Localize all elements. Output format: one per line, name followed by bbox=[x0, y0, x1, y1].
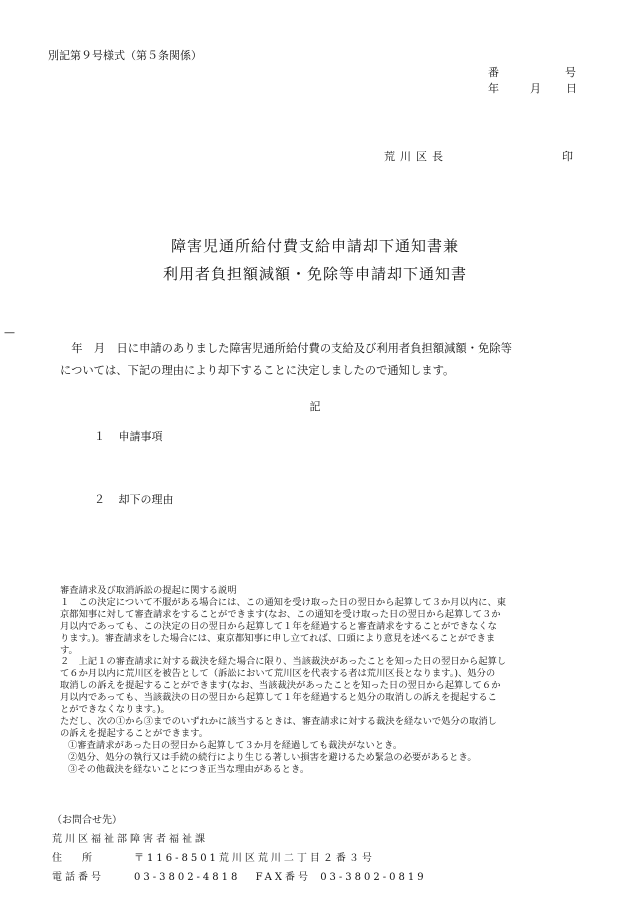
notes-sub-line: ②処分、処分の執行又は手続の続行により生じる著しい損害を避けるため緊急の必要があるとき。 bbox=[68, 751, 477, 763]
notes-line: 京都知事に対して審査請求をすることができます(なお、この通知を受け取った日の翌日から起算して３か bbox=[60, 608, 501, 620]
number-label: 番 号 bbox=[488, 66, 576, 79]
body-text-line1: 年 月 日に申請のありました障害児通所給付費の支給及び利用者負担額減額・免除等 bbox=[60, 342, 512, 355]
fax-value: 03-3802-0819 bbox=[320, 872, 427, 883]
item-label: 申請事項 bbox=[118, 430, 163, 443]
phone-value: 03-3802-4818 bbox=[134, 872, 241, 883]
item-number: １ bbox=[94, 430, 105, 443]
contact-block bbox=[52, 811, 427, 887]
document-title-line2: 利用者負担額減額・免除等申請却下通知書 bbox=[162, 265, 467, 283]
contact-phone-row bbox=[52, 868, 427, 887]
notes-line: 取消しの訴えを提起することができます(なお、当該裁決があったことを知った日の翌日から起算して６か bbox=[60, 680, 501, 692]
document-title-line1: 障害児通所給付費支給申請却下通知書兼 bbox=[170, 237, 459, 255]
item-label: 却下の理由 bbox=[118, 493, 174, 506]
contact-address-row bbox=[52, 849, 427, 868]
contact-department: 荒川区福祉部障害者福祉課 bbox=[52, 834, 208, 845]
form-label: 別記第９号様式（第５条関係） bbox=[48, 49, 202, 62]
item-application bbox=[94, 428, 163, 444]
ki-heading: 記 bbox=[309, 400, 321, 413]
notes-line: 月以内であっても、この決定の日の翌日から起算して１年を経過すると審査請求をすることができなくな bbox=[60, 620, 497, 632]
address-label: 住 所 bbox=[52, 853, 92, 864]
notes-line: ります。)。審査請求をした場合には、東京都知事に申し立てれば、口頭により意見を述べることができま bbox=[60, 632, 496, 644]
date-day-label: 日 bbox=[566, 82, 577, 95]
appeal-notes bbox=[60, 585, 590, 776]
phone-label: 電話番号 bbox=[52, 872, 104, 883]
item-rejection-reason bbox=[94, 491, 174, 507]
notes-line: て６か月以内に荒川区を被告として（訴訟において荒川区を代表する者は荒川区長となります。)、処分の bbox=[60, 668, 496, 680]
notes-line: す。 bbox=[60, 644, 78, 656]
date-year-label: 年 bbox=[488, 82, 499, 95]
notes-line: １ この決定について不服がある場合には、この通知を受け取った日の翌日から起算して３か月以内に、東 bbox=[60, 596, 507, 608]
contact-heading: （お問合せ先） bbox=[52, 815, 122, 826]
notes-line: ただし、次の①から③までのいずれかに該当するときは、審査請求に対する裁決を経ないで処分の取消し bbox=[60, 715, 497, 727]
address-value: 〒116-8501荒川区荒川二丁目２番３号 bbox=[134, 853, 375, 864]
notes-sub-line: ③その他裁決を経ないことにつき正当な理由があるとき。 bbox=[68, 763, 310, 775]
notes-sub-line: ①審査請求があった日の翌日から起算して３か月を経過しても裁決がないとき。 bbox=[68, 739, 403, 751]
notes-line: ２ 上記１の審査請求に対する裁決を経た場合に限り、当該裁決があったことを知った日の翌日から起算し bbox=[60, 656, 507, 668]
notes-heading: 審査請求及び取消訴訟の提起に関する説明 bbox=[60, 585, 237, 596]
margin-mark: — bbox=[4, 326, 15, 339]
issuer-name: 荒川区長 bbox=[384, 150, 448, 163]
item-number: ２ bbox=[94, 493, 105, 506]
seal-mark: 印 bbox=[562, 150, 573, 163]
notes-line: とができなくなります。)。 bbox=[60, 704, 170, 716]
fax-label: FAX番号 bbox=[255, 872, 311, 883]
notes-line: の訴えを提起することができます。 bbox=[60, 727, 209, 739]
body-text-line2: については、下記の理由により却下することに決定しましたので通知します。 bbox=[60, 364, 455, 377]
date-month-label: 月 bbox=[530, 82, 541, 95]
notes-line: 月以内であっても、当該裁決の日の翌日から起算して１年を経過すると処分の取消しの訴えを提起するこ bbox=[60, 692, 497, 704]
